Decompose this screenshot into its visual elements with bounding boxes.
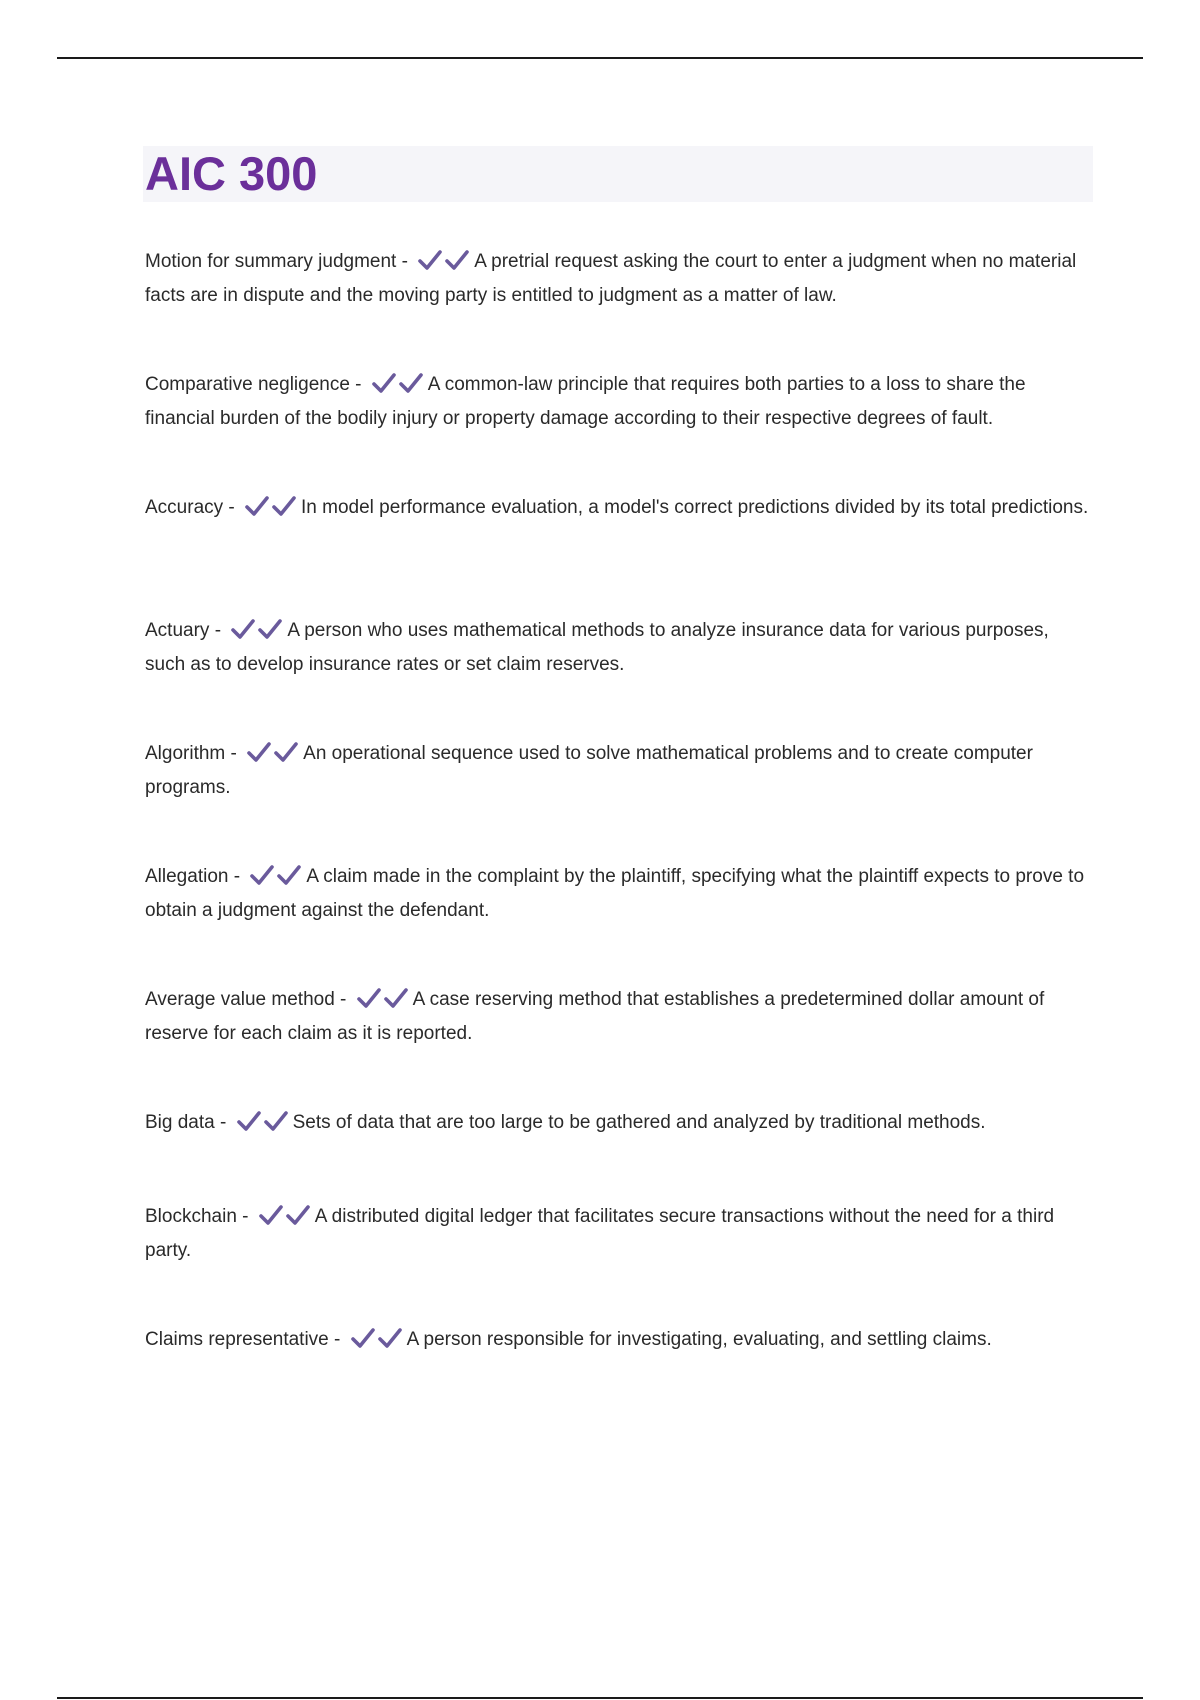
check-pair — [246, 741, 300, 773]
check-pair — [236, 1110, 290, 1142]
glossary-entry — [145, 616, 1090, 680]
entry-term: Average value method — [145, 989, 335, 1010]
entry-definition: An operational sequence used to solve mathematical problems and to create computer programs. — [145, 743, 1033, 798]
entry-term: Actuary — [145, 620, 210, 641]
entry-definition: A common-law principle that requires both parties to a loss to share the financial burden of the bodily injury or property damage according to their respective degrees of fault. — [145, 374, 1026, 429]
entry-separator: - — [223, 497, 241, 518]
check-pair — [258, 1204, 312, 1236]
checkmark-icon — [236, 1110, 262, 1132]
glossary-entry — [145, 862, 1090, 926]
entry-separator: - — [225, 743, 243, 764]
entry-term: Claims representative — [145, 1329, 329, 1350]
bottom-rule — [57, 1697, 1143, 1699]
entry-separator: - — [214, 1112, 232, 1133]
checkmark-icon — [383, 987, 409, 1009]
check-pair — [371, 372, 425, 404]
entry-separator: - — [396, 251, 414, 272]
check-pair — [244, 495, 298, 527]
entry-separator: - — [236, 1206, 254, 1227]
entry-term: Accuracy — [145, 497, 224, 518]
glossary-entry — [145, 1108, 1090, 1142]
glossary-entry — [145, 1325, 1090, 1359]
glossary-entry — [145, 1202, 1090, 1266]
entry-definition: A distributed digital ledger that facilitates secure transactions without the need for a third party. — [145, 1206, 1055, 1261]
entry-definition: A person who uses mathematical methods to analyze insurance data for various purposes, such as to develop insurance rates or set claim reserves. — [145, 620, 1049, 675]
entry-definition: A person responsible for investigating, evaluating, and settling claims. — [406, 1329, 992, 1350]
checkmark-icon — [246, 741, 272, 763]
entry-separator: - — [328, 1329, 346, 1350]
entry-term: Blockchain — [145, 1206, 237, 1227]
glossary-entry — [145, 370, 1090, 434]
entry-definition: A case reserving method that establishes a predetermined dollar amount of reserve for each claim as it is reported. — [145, 989, 1045, 1044]
entry-definition: In model performance evaluation, a model's correct predictions divided by its total predictions. — [301, 497, 1089, 518]
checkmark-icon — [249, 864, 275, 886]
checkmark-icon — [356, 987, 382, 1009]
entry-term: Allegation — [145, 866, 229, 887]
check-pair — [350, 1327, 404, 1359]
glossary-entry — [145, 985, 1090, 1049]
top-rule — [57, 57, 1143, 59]
entry-term: Motion for summary judgment — [145, 251, 397, 272]
checkmark-icon — [244, 495, 270, 517]
glossary-entry — [145, 247, 1090, 311]
checkmark-icon — [371, 372, 397, 394]
checkmark-icon — [263, 1110, 289, 1132]
checkmark-icon — [350, 1327, 376, 1349]
checkmark-icon — [285, 1204, 311, 1226]
checkmark-icon — [257, 618, 283, 640]
entry-separator: - — [334, 989, 352, 1010]
entry-separator: - — [349, 374, 367, 395]
entry-definition: A claim made in the complaint by the plaintiff, specifying what the plaintiff expects to prove to obtain a judgment against the defendant. — [145, 866, 1085, 921]
checkmark-icon — [276, 864, 302, 886]
glossary-entry — [145, 739, 1090, 803]
checkmark-icon — [377, 1327, 403, 1349]
page-title: AIC 300 — [145, 147, 318, 200]
checkmark-icon — [273, 741, 299, 763]
entry-term: Algorithm — [145, 743, 226, 764]
checkmark-icon — [444, 249, 470, 271]
check-pair — [249, 864, 303, 896]
checkmark-icon — [258, 1204, 284, 1226]
glossary-entry — [145, 493, 1090, 527]
entry-separator: - — [228, 866, 246, 887]
check-pair — [230, 618, 284, 650]
checkmark-icon — [271, 495, 297, 517]
entry-definition: A pretrial request asking the court to enter a judgment when no material facts are in dispute and the moving party is entitled to judgment as a matter of law. — [145, 251, 1077, 306]
check-pair — [417, 249, 471, 281]
entry-term: Comparative negligence — [145, 374, 350, 395]
entry-separator: - — [209, 620, 227, 641]
checkmark-icon — [398, 372, 424, 394]
entry-definition: Sets of data that are too large to be gathered and analyzed by traditional methods. — [292, 1112, 986, 1133]
check-pair — [356, 987, 410, 1019]
checkmark-icon — [230, 618, 256, 640]
checkmark-icon — [417, 249, 443, 271]
entry-term: Big data — [145, 1112, 215, 1133]
